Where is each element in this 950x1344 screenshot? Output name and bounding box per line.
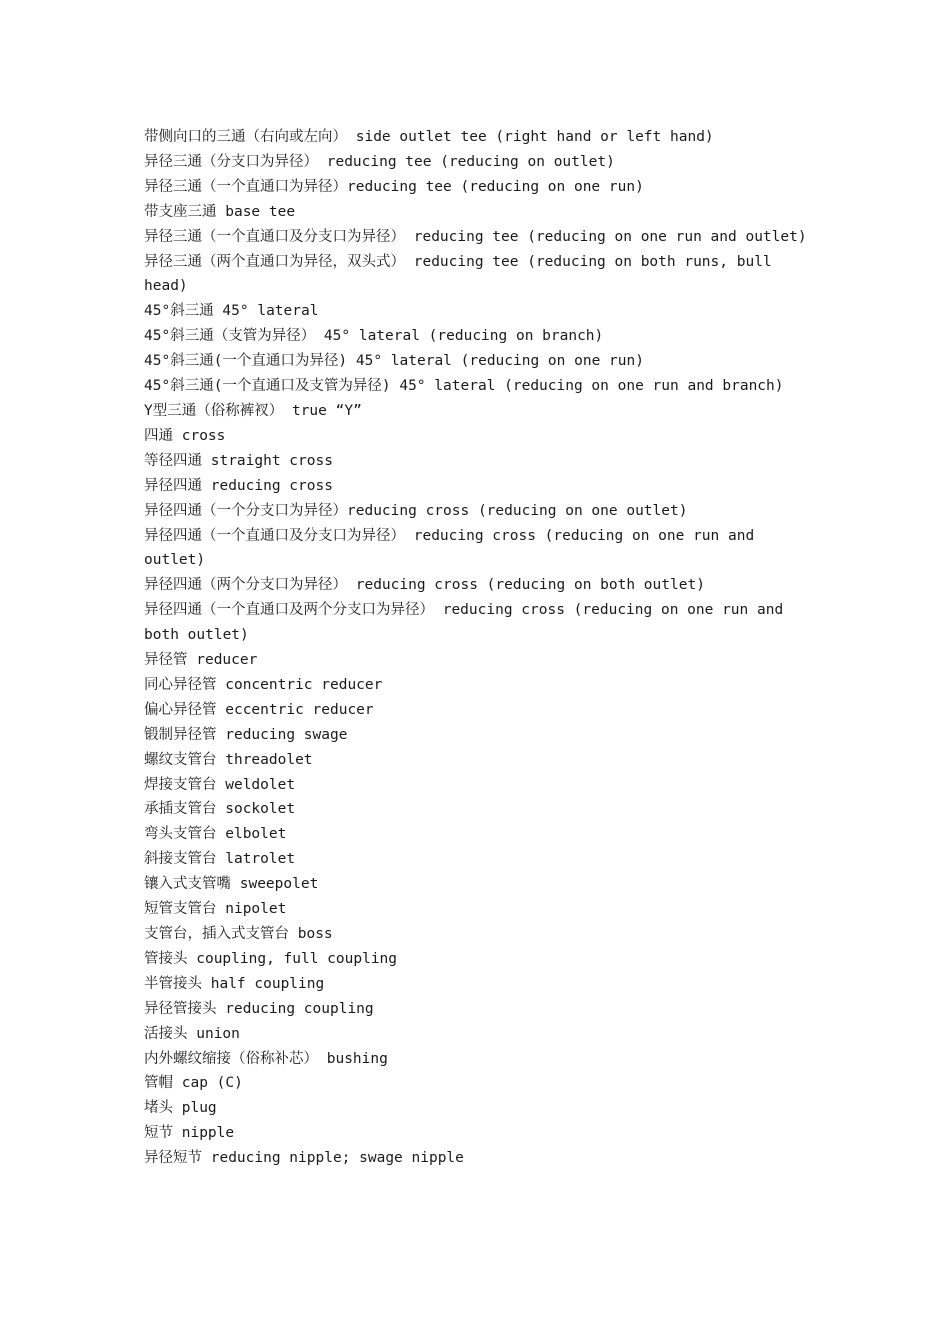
- entry-reducing-tee-run-outlet: 异径三通（一个直通口及分支口为异径） reducing tee (reducing on one run and outlet): [144, 228, 807, 245]
- entry-cap: 管帽 cap (C): [144, 1075, 243, 1092]
- entry-reducing-cross-both-outlet: 异径四通（两个分支口为异径） reducing cross (reducing on both outlet): [144, 577, 705, 594]
- entry-boss: 支管台，插入式支管台 boss: [144, 926, 333, 942]
- entry-reducing-nipple: 异径短节 reducing nipple; swage nipple: [144, 1150, 464, 1167]
- entry-straight-cross: 等径四通 straight cross: [144, 452, 333, 469]
- entry-reducing-tee-one-run: 异径三通（一个直通口为异径）reducing tee (reducing on one run): [144, 178, 644, 195]
- entry-side-outlet-tee: 带侧向口的三通（右向或左向） side outlet tee (right hand or left hand): [144, 129, 714, 145]
- entry-reducing-coupling: 异径管接头 reducing coupling: [144, 1000, 374, 1017]
- entry-concentric-reducer: 同心异径管 concentric reducer: [144, 676, 383, 693]
- entry-sockolet: 承插支管台 sockolet: [144, 801, 296, 818]
- entry-true-y: Y型三通（俗称裤衩） true “Y”: [144, 402, 362, 419]
- entry-nipolet: 短管支管台 nipolet: [144, 901, 287, 918]
- entry-reducing-cross-run-outlet: 异径四通（一个直通口及分支口为异径） reducing cross (reducing on one run and outlet): [144, 527, 763, 569]
- document-page: [144, 125, 808, 1171]
- entry-cross: 四通 cross: [144, 427, 226, 444]
- entry-reducing-cross-run-both-outlet: 异径四通（一个直通口及两个分支口为异径） reducing cross (reducing on one run and both outlet): [144, 602, 792, 644]
- entry-threadolet: 螺纹支管台 threadolet: [144, 751, 313, 768]
- entry-nipple: 短节 nipple: [144, 1125, 235, 1142]
- entry-reducer: 异径管 reducer: [144, 652, 258, 669]
- entry-weldolet: 焊接支管台 weldolet: [144, 776, 296, 793]
- entry-reducing-tee-bull-head: 异径三通（两个直通口为异径，双头式） reducing tee (reducing on both runs, bull head): [144, 253, 781, 295]
- entry-reducing-swage: 锻制异径管 reducing swage: [144, 726, 348, 743]
- entry-union: 活接头 union: [144, 1025, 240, 1042]
- entry-45-lateral-branch: 45°斜三通（支管为异径） 45° lateral (reducing on branch): [144, 328, 604, 345]
- entry-sweepolet: 镶入式支管嘴 sweepolet: [144, 876, 319, 893]
- entry-reducing-tee-outlet: 异径三通（分支口为异径） reducing tee (reducing on outlet): [144, 153, 615, 170]
- entry-elbolet: 弯头支管台 elbolet: [144, 826, 287, 843]
- entry-45-lateral: 45°斜三通 45° lateral: [144, 303, 319, 320]
- entry-plug: 堵头 plug: [144, 1100, 217, 1117]
- entry-45-lateral-one-run: 45°斜三通(一个直通口为异径) 45° lateral (reducing on one run): [144, 353, 644, 370]
- entry-half-coupling: 半管接头 half coupling: [144, 975, 325, 992]
- entry-eccentric-reducer: 偏心异径管 eccentric reducer: [144, 701, 374, 718]
- entry-reducing-cross-one-outlet: 异径四通（一个分支口为异径）reducing cross (reducing on one outlet): [144, 502, 688, 519]
- entry-latrolet: 斜接支管台 latrolet: [144, 851, 296, 868]
- entry-base-tee: 带支座三通 base tee: [144, 203, 296, 220]
- entry-bushing: 内外螺纹缩接（俗称补芯） bushing: [144, 1050, 388, 1067]
- entry-coupling: 管接头 coupling, full coupling: [144, 950, 398, 967]
- entry-45-lateral-run-branch: 45°斜三通(一个直通口及支管为异径) 45° lateral (reducing on one run and branch): [144, 378, 784, 395]
- entry-reducing-cross: 异径四通 reducing cross: [144, 477, 333, 494]
